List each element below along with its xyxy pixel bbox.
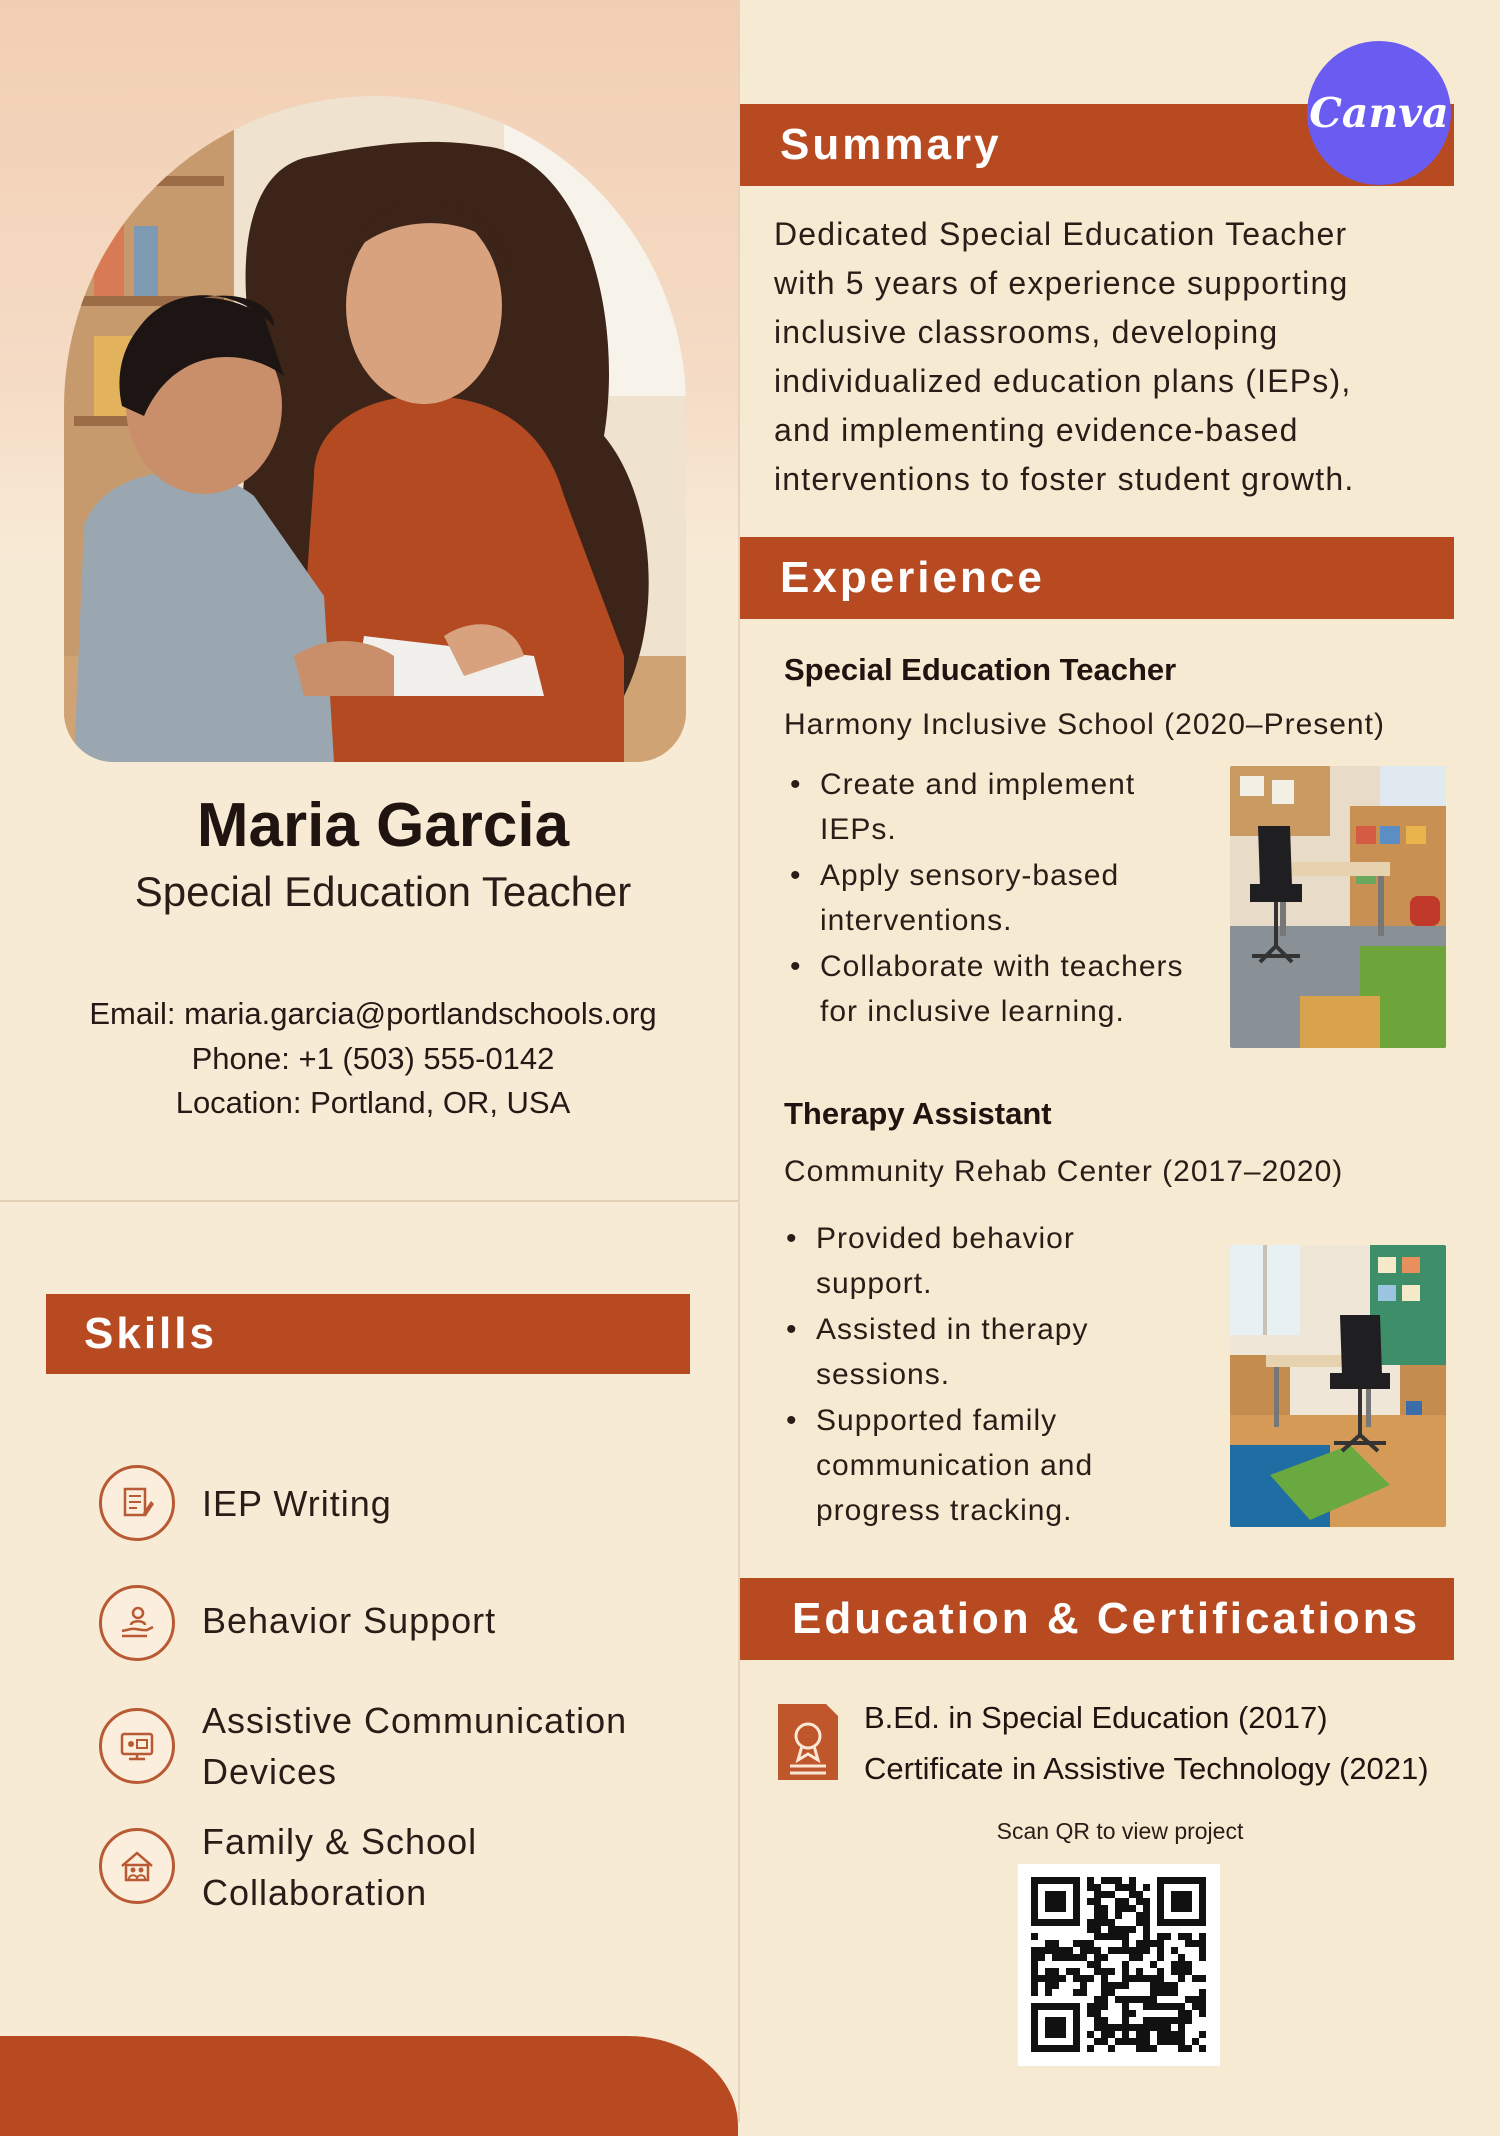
house-family-icon xyxy=(99,1828,175,1904)
job-title: Special Education Teacher xyxy=(784,652,1177,687)
qr-code[interactable] xyxy=(1018,1864,1220,2066)
canva-badge[interactable]: Canva xyxy=(1307,41,1451,185)
job-bullets xyxy=(786,762,1226,1035)
classroom-photo xyxy=(1230,766,1446,1048)
job-bullets xyxy=(782,1216,1222,1534)
skill-label: Behavior Support xyxy=(202,1600,497,1641)
job-organization: Harmony Inclusive School (2020–Present) xyxy=(784,708,1385,741)
list-item: • Assisted in therapy sessions. xyxy=(782,1307,1222,1397)
certificate-icon xyxy=(776,1702,840,1782)
list-item: • Create and implement IEPs. xyxy=(786,762,1226,852)
education-heading: Education & Certifications xyxy=(740,1578,1454,1660)
education-line: B.Ed. in Special Education (2017) xyxy=(864,1700,1328,1735)
document-edit-icon xyxy=(99,1465,175,1541)
therapy-room-photo xyxy=(1230,1245,1446,1527)
list-item: • Apply sensory-based interventions. xyxy=(786,853,1226,943)
contact-email[interactable]: Email: maria.garcia@portlandschools.org xyxy=(89,996,657,1031)
contact-location: Location: Portland, OR, USA xyxy=(175,1085,571,1120)
skill-label: Assistive Communication Devices xyxy=(202,1700,628,1792)
bottom-accent-tab xyxy=(0,2036,738,2136)
skills-heading: Skills xyxy=(46,1294,690,1374)
person-name: Maria Garcia xyxy=(196,791,570,860)
skill-label: Family & School Collaboration xyxy=(202,1821,478,1913)
summary-heading: Summary xyxy=(740,104,1454,186)
list-item: • Provided behavior support. xyxy=(782,1216,1222,1306)
person-role: Special Education Teacher xyxy=(134,868,632,915)
profile-photo xyxy=(64,96,686,762)
column-divider xyxy=(738,0,740,2122)
device-screen-icon xyxy=(99,1708,175,1784)
summary-text: Dedicated Special Education Teacher with 5 years of experience supporting inclusive classrooms, developing individualized education plans (IEPs), and implementing evidence-based interventions to foster student growth. xyxy=(774,216,1355,497)
list-item: • Collaborate with teachers for inclusive learning. xyxy=(786,944,1226,1034)
hand-person-icon xyxy=(99,1585,175,1661)
skill-label: IEP Writing xyxy=(202,1483,392,1524)
job-title: Therapy Assistant xyxy=(784,1096,1052,1131)
education-line: Certificate in Assistive Technology (2021) xyxy=(864,1751,1429,1786)
list-item: • Supported family communication and progress tracking. xyxy=(782,1398,1222,1533)
left-divider xyxy=(0,1200,738,1202)
experience-heading: Experience xyxy=(740,537,1454,619)
job-organization: Community Rehab Center (2017–2020) xyxy=(784,1155,1344,1188)
qr-label: Scan QR to view project xyxy=(996,1818,1244,1844)
contact-phone[interactable]: Phone: +1 (503) 555-0142 xyxy=(191,1041,555,1076)
